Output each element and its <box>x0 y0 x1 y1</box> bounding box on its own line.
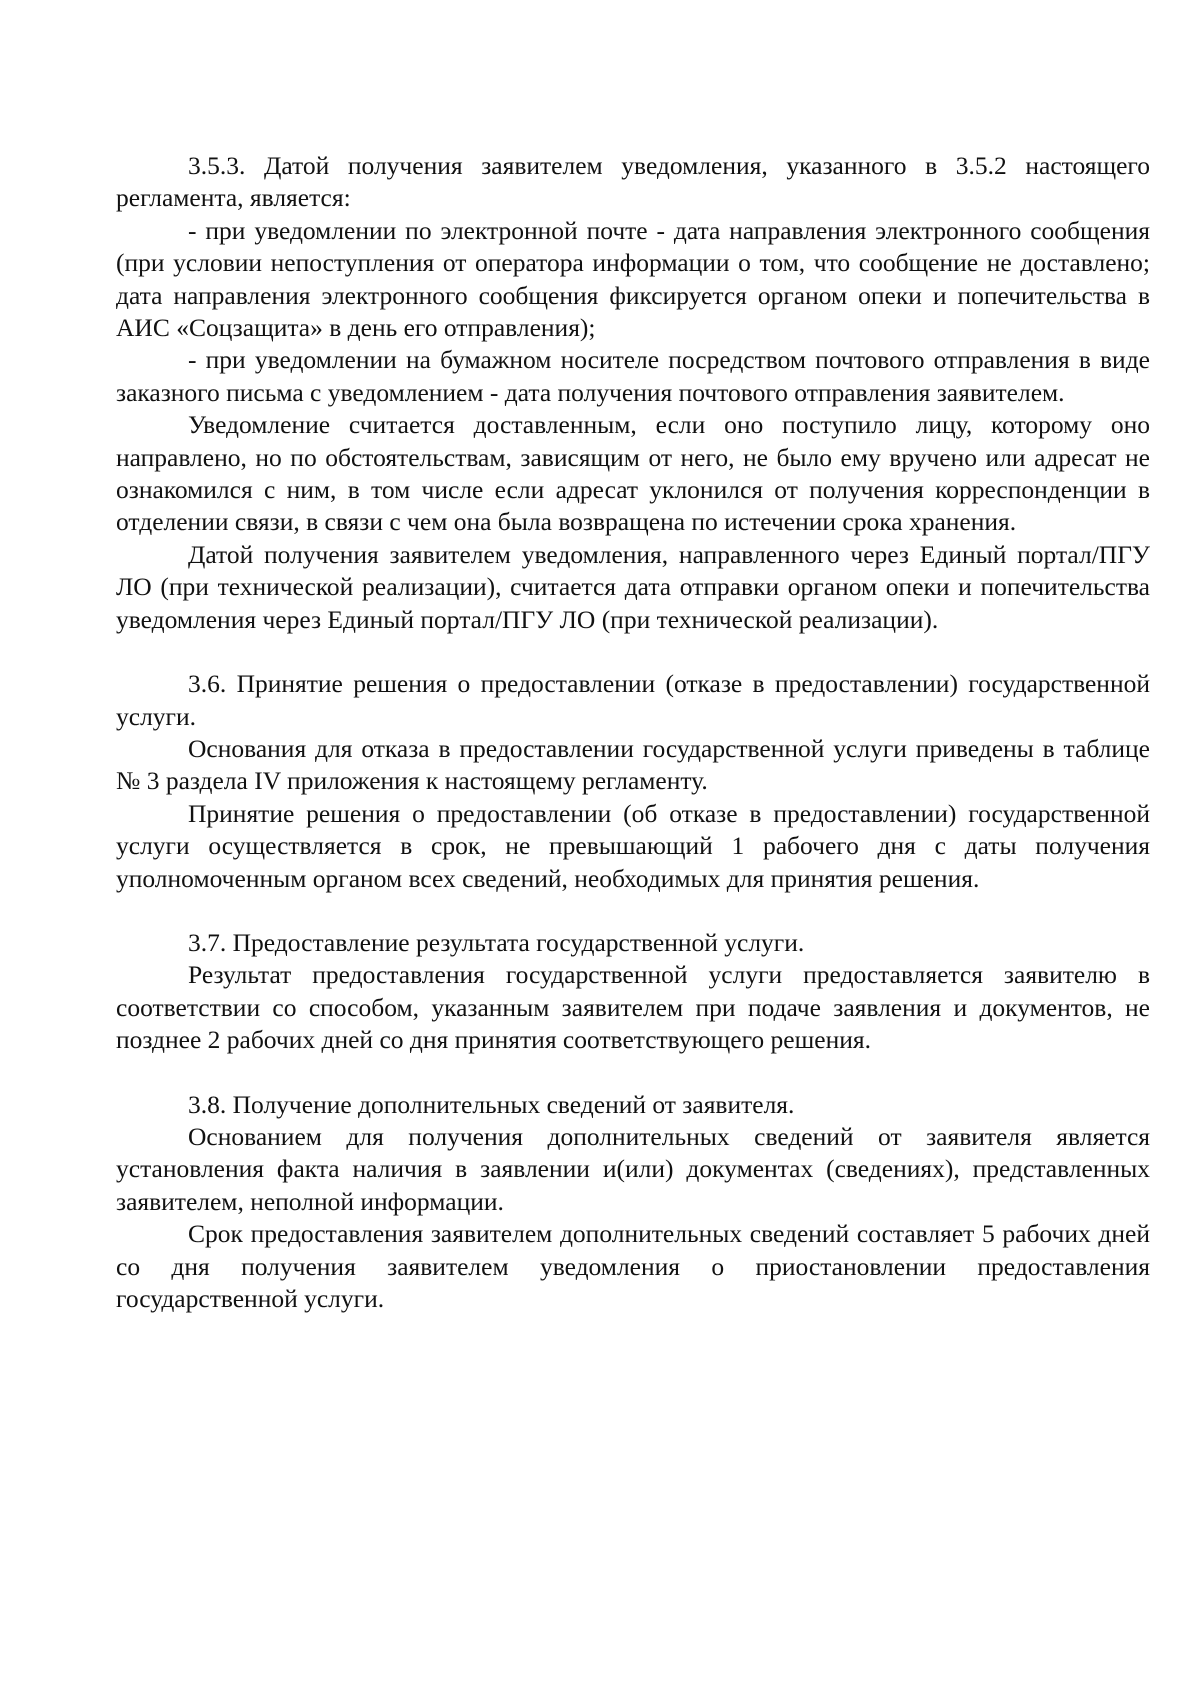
paragraph-paper-notice: - при уведомлении на бумажном носителе посредством почтового отправления в виде заказного письма с уведомлением - дата получения почтового отправления заявителем. <box>116 345 1150 407</box>
paragraph-3-5-3: 3.5.3. Датой получения заявителем уведомления, указанного в 3.5.2 настоящего регламента, является: <box>116 151 1150 213</box>
paragraph-email-notice: - при уведомлении по электронной почте - дата направления электронного сообщения (при условии непоступления от оператора информации о том, что сообщение не доставлено; дата направления электронного сообщения фиксируется органом опеки и попечительства в АИС «Соцзащита» в день его отправления); <box>116 215 1150 343</box>
paragraph-portal-notice: Датой получения заявителем уведомления, направленного через Единый портал/ПГУ ЛО (при технической реализации), считается дата отправки органом опеки и попечительства уведомления через Единый портал/ПГУ ЛО (при технической реализации). <box>116 539 1150 634</box>
paragraph-additional-info-term: Срок предоставления заявителем дополнительных сведений составляет 5 рабочих дней со дня получения заявителем уведомления о приостановлении предоставления государственной услуги. <box>116 1219 1150 1313</box>
heading-3-7: 3.7. Предоставление результата государственной услуги. <box>188 927 805 957</box>
document-page <box>116 150 1150 1315</box>
paragraph-decision-term: Принятие решения о предоставлении (об отказе в предоставлении) государственной услуги осуществляется в срок, не превышающий 1 рабочего дня с даты получения уполномоченным органом всех сведений, необходимых для принятия решения. <box>116 798 1150 893</box>
heading-3-8: 3.8. Получение дополнительных сведений от заявителя. <box>188 1089 795 1119</box>
paragraph-refusal-grounds: Основания для отказа в предоставлении государственной услуги приведены в таблице № 3 раздела IV приложения к настоящему регламенту. <box>116 733 1150 796</box>
paragraph-additional-info-grounds: Основанием для получения дополнительных сведений от заявителя является установления факта наличия в заявлении и(или) документах (сведениях), представленных заявителем, неполной информации. <box>116 1121 1150 1216</box>
heading-3-6: 3.6. Принятие решения о предоставлении (отказе в предоставлении) государственной услуги. <box>116 669 1150 731</box>
paragraph-result-delivery: Результат предоставления государственной услуги предоставляется заявителю в соответствии со способом, указанным заявителем при подаче заявления и документов, не позднее 2 рабочих дней со дня принятия соответствующего решения. <box>116 960 1150 1055</box>
paragraph-delivered-notice: Уведомление считается доставленным, если оно поступило лицу, которому оно направлено, но по обстоятельствам, зависящим от него, не было ему вручено или адресат не ознакомился с ним, в том числе если адресат уклонился от получения корреспонденции в отделении связи, в связи с чем она была возвращена по истечении срока хранения. <box>116 410 1150 537</box>
